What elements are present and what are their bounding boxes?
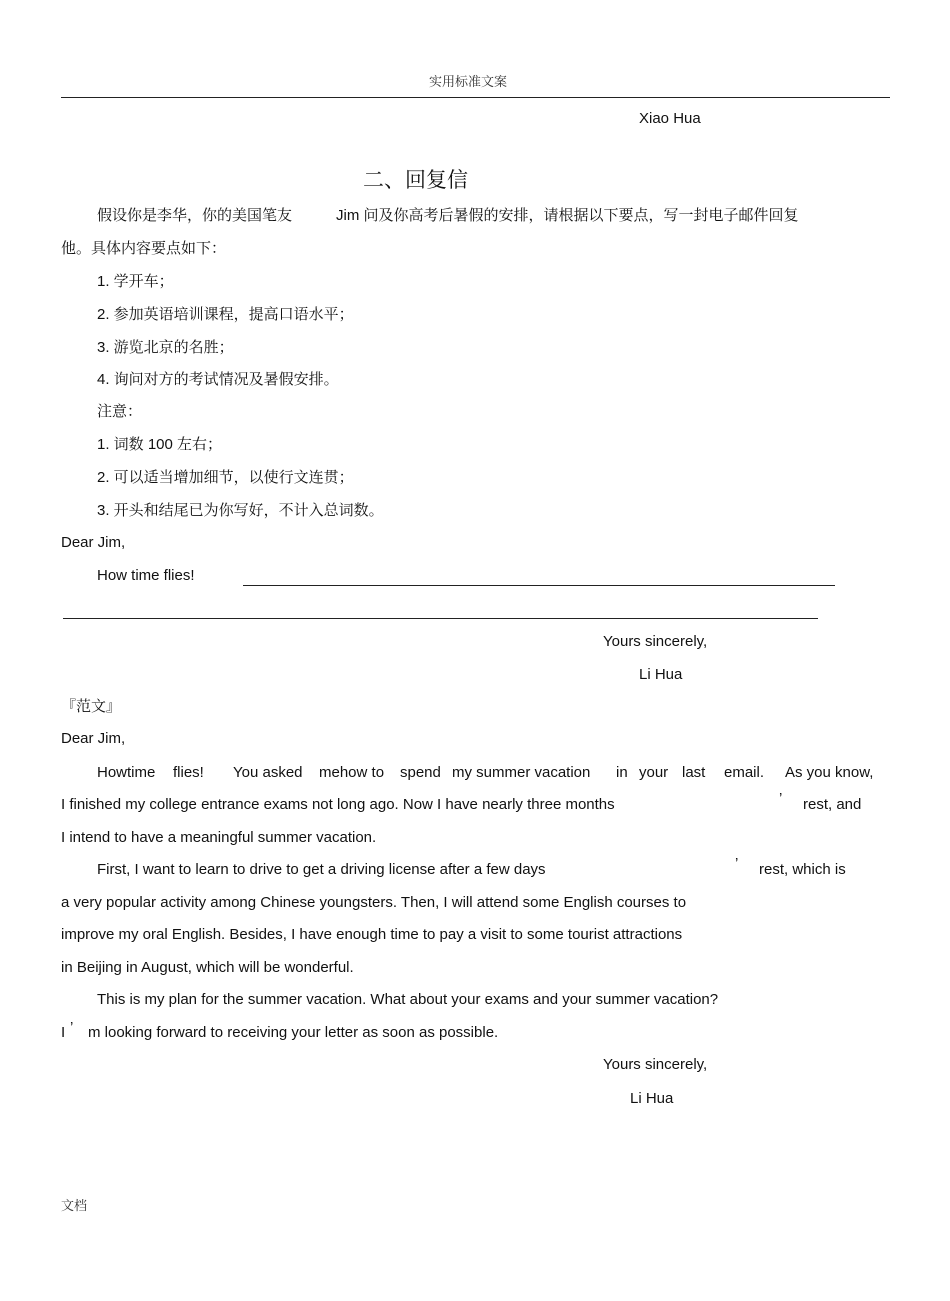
sample-p3-line-2: m looking forward to receiving your letter as soon as possible. [88, 1024, 499, 1041]
sample-p1-line-2: I finished my college entrance exams not long ago. Now I have nearly three months [61, 796, 615, 813]
sample-p1-word: last [682, 764, 706, 781]
sample-p1-line-2-end: rest, and [803, 796, 862, 813]
footer-text: 文档 [61, 1198, 88, 1213]
point-4: 4. 询问对方的考试情况及暑假安排。 [97, 371, 339, 388]
sample-p1-word: in [616, 764, 628, 781]
sample-p1-word: my summer vacation [452, 764, 591, 781]
point-1: 1. 学开车； [97, 273, 174, 290]
sample-greeting: Dear Jim, [61, 730, 126, 747]
answer-blank-line-2 [63, 618, 818, 619]
note-1: 1. 词数 100 左右； [97, 436, 223, 453]
sample-p2-line-1: First, I want to learn to drive to get a driving license after a few days [97, 861, 546, 878]
header-divider [61, 97, 890, 98]
note-2: 2. 可以适当增加细节，以使行文连贯； [97, 469, 354, 486]
sample-p1-word: Howtime [97, 764, 156, 781]
sample-p2-line-4: in Beijing in August, which will be wonderful. [61, 959, 354, 976]
sample-p1-word: You asked [233, 764, 303, 781]
template-signature: Li Hua [639, 666, 683, 683]
point-2: 2. 参加英语培训课程，提高口语水平； [97, 306, 354, 323]
sample-p2-line-2: a very popular activity among Chinese youngsters. Then, I will attend some English courses to [61, 894, 687, 911]
point-3: 3. 游览北京的名胜； [97, 339, 234, 356]
sample-p2-line-1-end: rest, which is [759, 861, 846, 878]
answer-blank-line-1 [243, 585, 835, 586]
sample-p3-line-1: This is my plan for the summer vacation. What about your exams and your summer vacation? [97, 991, 719, 1008]
header-title: 实用标准文案 [429, 74, 508, 89]
sample-p3-line-2-start: I [61, 1024, 66, 1041]
sample-p1-word: flies! [173, 764, 204, 781]
sample-p1-apostrophe: ’ [779, 790, 783, 807]
top-signature: Xiao Hua [639, 110, 701, 127]
sample-p1-word: spend [400, 764, 441, 781]
sample-p3-apostrophe: ’ [70, 1019, 74, 1036]
sample-signature: Li Hua [630, 1090, 674, 1107]
sample-p1-word: mehow to [319, 764, 385, 781]
prompt-line-1a: 假设你是李华，你的美国笔友 [97, 207, 293, 224]
prompt-line-1b: Jim 问及你高考后暑假的安排，请根据以下要点，写一封电子邮件回复 [336, 207, 799, 224]
section-title: 二、回复信 [363, 169, 468, 192]
sample-p1-word: As you know, [785, 764, 874, 781]
sample-closing: Yours sincerely, [603, 1056, 708, 1073]
sample-p2-line-3: improve my oral English. Besides, I have enough time to pay a visit to some tourist attractions [61, 926, 683, 943]
note-3: 3. 开头和结尾已为你写好，不计入总词数。 [97, 502, 384, 519]
sample-label: 『范文』 [61, 698, 122, 715]
sample-p2-apostrophe: ’ [735, 855, 739, 872]
template-closing: Yours sincerely, [603, 633, 708, 650]
sample-p1-word: email. [724, 764, 765, 781]
note-label: 注意： [97, 403, 143, 420]
template-opening: How time flies! [97, 567, 195, 584]
prompt-line-2: 他。具体内容要点如下： [61, 240, 227, 257]
sample-p1-line-3: I intend to have a meaningful summer vacation. [61, 829, 377, 846]
template-greeting: Dear Jim, [61, 534, 126, 551]
sample-p1-word: your [639, 764, 669, 781]
